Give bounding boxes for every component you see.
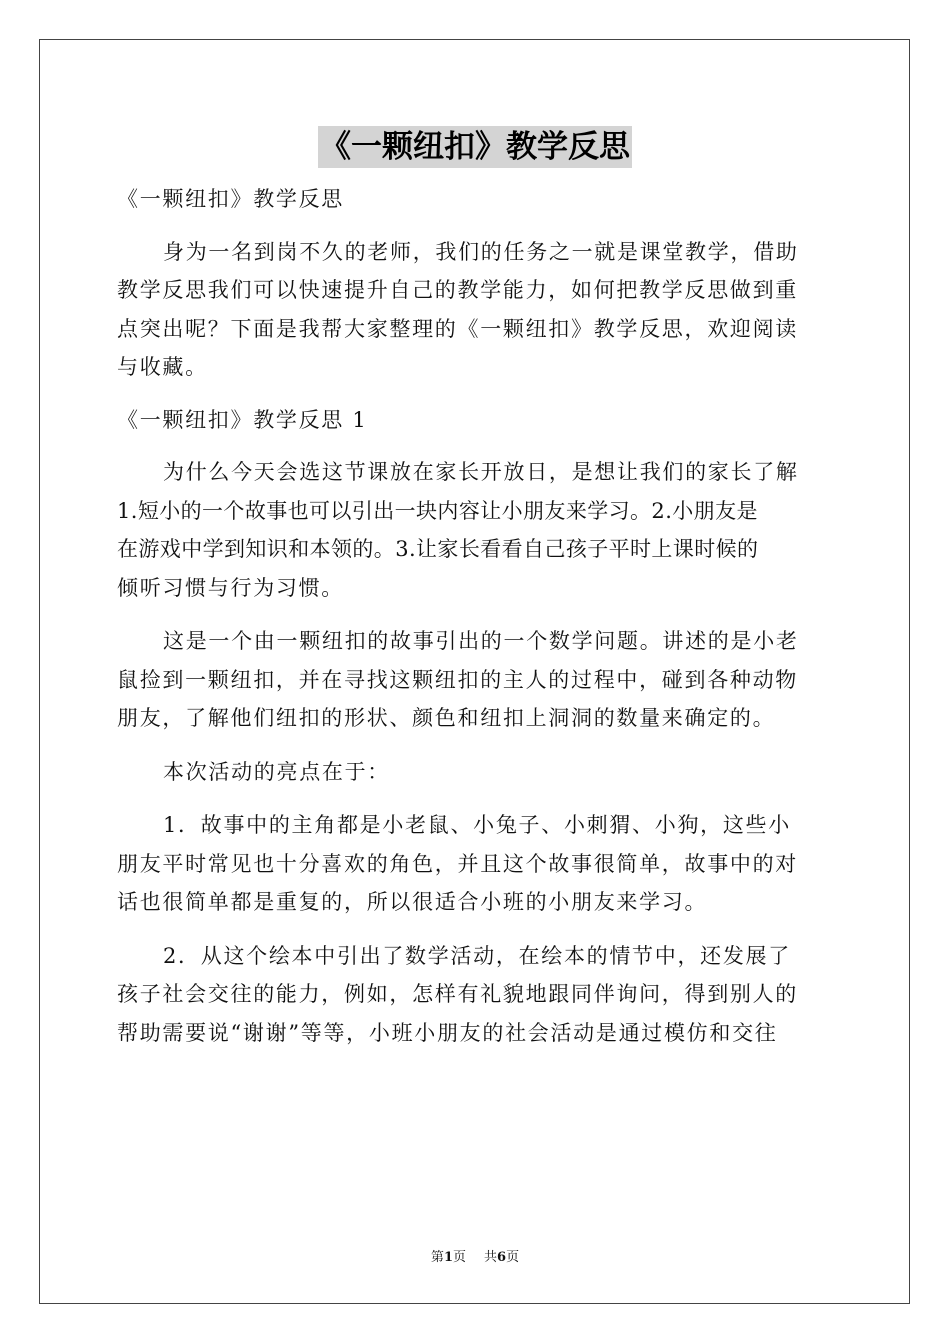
paragraph-line: 教学反思我们可以快速提升自己的教学能力，如何把教学反思做到重 [117,278,798,302]
paragraph-line: 这是一个由一颗纽扣的故事引出的一个数学问题。讲述的是小老 [163,629,799,653]
page-total: 共6页 [484,1250,520,1265]
paragraph-line: 朋友平时常见也十分喜欢的角色，并且这个故事很简单，故事中的对 [117,851,798,876]
paragraph-line: 本次活动的亮点在于： [163,759,390,784]
paragraph-line: 点突出呢？下面是我帮大家整理的《一颗纽扣》教学反思，欢迎阅读 [117,316,798,341]
page-footer [0,1246,950,1265]
paragraph-line: 在游戏中学到知识和本领的。3.让家长看看自己孩子平时上课时候的 [117,537,759,561]
paragraph-line: 帮助需要说“谢谢”等等，小班小朋友的社会活动是通过模仿和交往 [117,1020,778,1045]
document-body [117,180,835,1052]
paragraph-1 [117,453,835,607]
paragraph-line: 鼠捡到一颗纽扣，并在寻找这颗纽扣的主人的过程中，碰到各种动物 [117,667,798,692]
title-wrap [0,126,950,168]
page-number: 第1页 [430,1250,466,1265]
paragraph-line: 1．故事中的主角都是小老鼠、小兔子、小刺猬、小狗，这些小 [163,813,791,837]
paragraph-line: 孩子社会交往的能力，例如，怎样有礼貌地跟同伴询问，得到别人的 [117,982,798,1006]
section-heading: 《一颗纽扣》教学反思 1 [117,407,368,432]
current-page: 1 [443,1250,453,1265]
subtitle: 《一颗纽扣》教学反思 [117,187,344,211]
paragraph-line: 与收藏。 [117,355,208,379]
paragraph-line: 朋友，了解他们纽扣的形状、颜色和纽扣上洞洞的数量来确定的。 [117,706,776,730]
paragraph-line: 身为一名到岗不久的老师，我们的任务之一就是课堂教学，借助 [163,239,799,264]
total-pages: 6 [497,1250,507,1265]
paragraph-2 [117,622,835,738]
paragraph-3 [117,753,835,792]
paragraph-line: 话也很简单都是重复的，所以很适合小班的小朋友来学习。 [117,890,708,914]
paragraph-line: 2．从这个绘本中引出了数学活动，在绘本的情节中，还发展了 [163,943,791,968]
document-title: 《一颗纽扣》教学反思 [318,126,632,168]
paragraph-line: 倾听习惯与行为习惯。 [117,575,344,600]
paragraph-line: 为什么今天会选这节课放在家长开放日，是想让我们的家长了解 [163,460,799,484]
paragraph-5 [117,937,835,1053]
intro-paragraph [117,233,835,387]
paragraph-line: 1.短小的一个故事也可以引出一块内容让小朋友来学习。2.小朋友是 [117,498,758,523]
paragraph-4 [117,806,835,922]
